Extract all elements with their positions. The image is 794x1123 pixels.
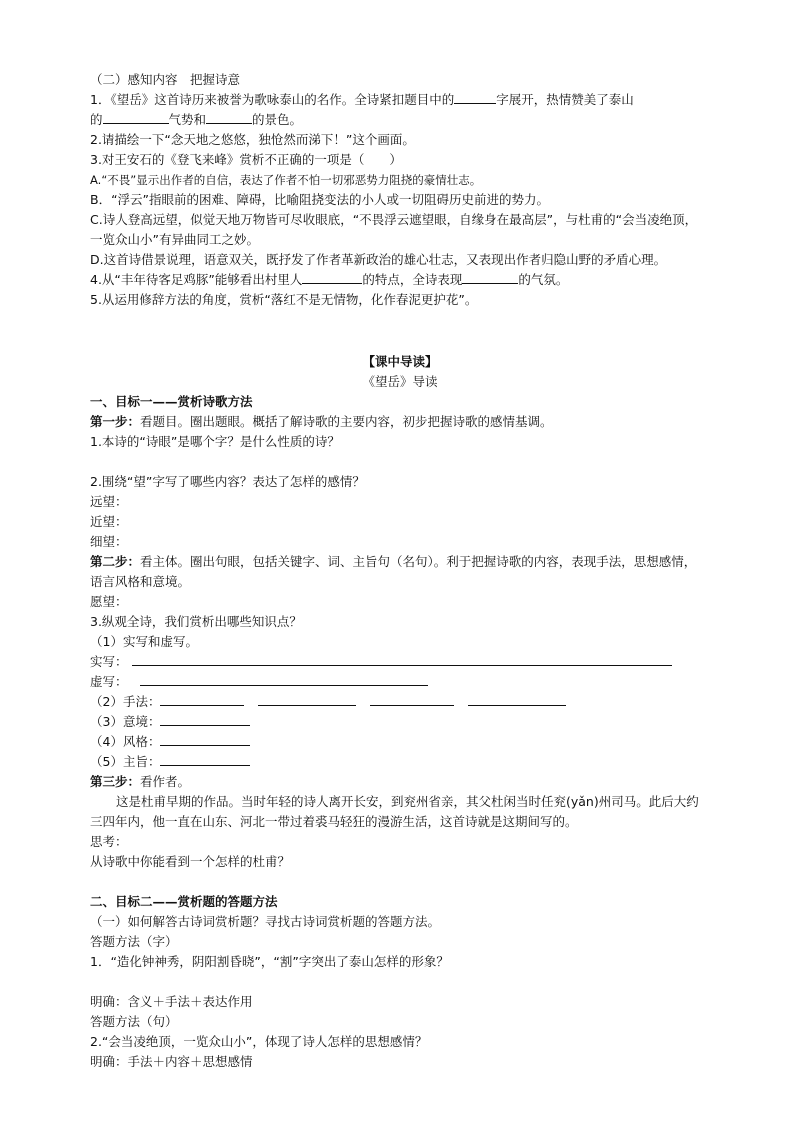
answer-line[interactable] <box>160 713 250 726</box>
method-word-label: 答题方法（字） <box>90 934 178 949</box>
step-1-question-1: 1.本诗的“诗眼”是哪个字？是什么性质的诗？ <box>90 434 340 449</box>
knowledge-3-row: （3）意境： <box>90 712 710 732</box>
question-1-line1: 1．《望岳》这首诗历来被誉为歌咏泰山的名作。全诗紧扣题目中的 字展开，热情赞美了泰山 <box>90 92 634 107</box>
clarify-1: 明确：含义＋手法＋表达作用 <box>90 994 253 1009</box>
step-3: 第三步：看作者。 <box>90 774 191 789</box>
answer-line[interactable] <box>160 753 250 766</box>
answer-line[interactable] <box>140 673 428 686</box>
knowledge-1: （1）实写和虚写。 <box>90 634 198 649</box>
step-2: 第二步：看主体。圈出句眼，包括关键字、词、主旨句（名句）。利于把握诗歌的内容，表现手法，思想感情，语言风格和意境。 <box>90 554 697 589</box>
goal-1-heading: 一、目标一——赏析诗歌方法 <box>90 394 253 409</box>
far-view-label: 远望： <box>90 494 128 509</box>
knowledge-4-row: （4）风格： <box>90 732 710 752</box>
virtual-writing-row: 虚写： <box>90 672 710 692</box>
section-heading: （二）感知内容 把握诗意 <box>90 72 241 87</box>
method-sentence-label: 答题方法（句） <box>90 1014 178 1029</box>
question-1-line2: 的 气势和 的景色。 <box>90 112 303 127</box>
option-a: A.“不畏”显示出作者的自信，表达了作者不怕一切邪恶势力阻挠的豪情壮志。 <box>90 173 482 187</box>
question-4: 4.从“丰年待客足鸡豚”能够看出村里人 的特点，全诗表现 的气氛。 <box>90 272 569 287</box>
step-1: 第一步：看题目。圈出题眼。概括了解诗歌的主要内容，初步把握诗歌的感情基调。 <box>90 414 553 429</box>
answer-blank[interactable] <box>206 111 252 124</box>
real-writing-row: 实写： <box>90 652 710 672</box>
answer-blank[interactable] <box>302 271 362 284</box>
wish-label: 愿望： <box>90 594 128 609</box>
answer-line[interactable] <box>160 693 244 706</box>
section-title: 【课中导读】 <box>362 354 438 369</box>
sentence-question-2: 2.“会当凌绝顶，一览众山小”，体现了诗人怎样的思想感情？ <box>90 1034 428 1049</box>
answer-blank[interactable] <box>103 111 169 124</box>
step-2-question-3: 3.纵观全诗，我们赏析出哪些知识点？ <box>90 614 302 629</box>
near-view-label: 近望： <box>90 514 128 529</box>
answer-blank[interactable] <box>462 271 518 284</box>
think-label: 思考： <box>90 834 128 849</box>
goal-2-intro: （一）如何解答古诗词赏析题？寻找古诗词赏析题的答题方法。 <box>90 914 441 929</box>
answer-line[interactable] <box>132 653 672 666</box>
option-b: B．“浮云”指眼前的困难、障碍，比喻阻挠变法的小人或一切阻碍历史前进的势力。 <box>90 192 550 207</box>
answer-line[interactable] <box>370 693 454 706</box>
think-question: 从诗歌中你能看到一个怎样的杜甫？ <box>90 854 291 869</box>
question-3: 3.对王安石的《登飞来峰》赏析不正确的一项是（ ） <box>90 152 402 167</box>
word-question-1: 1．“造化钟神秀，阴阳割昏晓”，“割”字突出了泰山怎样的形象？ <box>90 954 449 969</box>
answer-line[interactable] <box>160 733 250 746</box>
option-c: C.诗人登高远望，似觉天地万物皆可尽收眼底，“不畏浮云遮望眼，自缘身在最高层”，与杜甫的“会当凌绝顶，一览众山小”有异曲同工之妙。 <box>90 212 698 247</box>
question-2: 2.请描绘一下“念天地之悠悠，独怆然而涕下！”这个画面。 <box>90 132 415 147</box>
answer-line[interactable] <box>258 693 356 706</box>
author-bio: 这是杜甫早期的作品。当时年轻的诗人离开长安，到兖州省亲，其父杜闲当时任兖(yǎn)州司马。此后大约三四年内，他一直在山东、河北一带过着裘马轻狂的漫游生活，这首诗就是这期间写的。 <box>90 794 699 829</box>
clarify-2: 明确：手法＋内容＋思想感情 <box>90 1054 253 1069</box>
knowledge-2-row: （2）手法： <box>90 692 710 712</box>
section-subtitle: 《望岳》导读 <box>362 374 438 389</box>
option-d: D.这首诗借景说理，语意双关，既抒发了作者革新政治的雄心壮志，又表现出作者归隐山野的矛盾心理。 <box>90 252 667 267</box>
knowledge-5-row: （5）主旨： <box>90 752 710 772</box>
fine-view-label: 细望： <box>90 534 128 549</box>
worksheet-page <box>90 70 710 1072</box>
step-1-question-2: 2.围绕“望”字写了哪些内容？表达了怎样的感情？ <box>90 474 365 489</box>
goal-2-heading: 二、目标二——赏析题的答题方法 <box>90 894 278 909</box>
question-5: 5.从运用修辞方法的角度，赏析“落红不是无情物，化作春泥更护花”。 <box>90 292 478 307</box>
answer-line[interactable] <box>468 693 566 706</box>
answer-blank[interactable] <box>454 91 496 104</box>
